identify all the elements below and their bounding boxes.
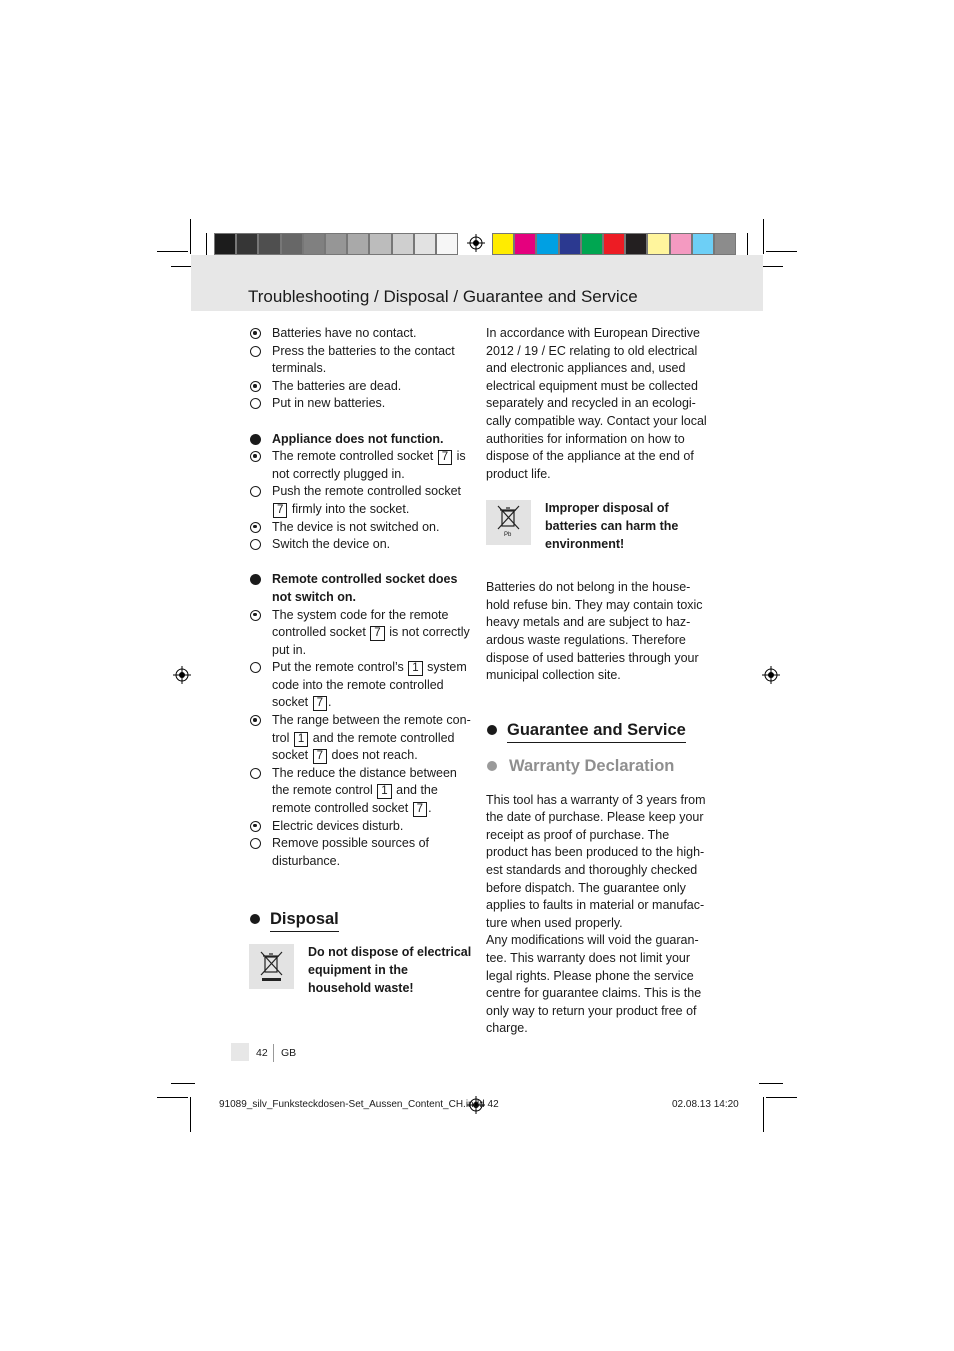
crossed-bin-icon [249, 944, 294, 989]
cause-item: The remote controlled socket 7 is not correctly plugged in. [249, 448, 474, 483]
reference-box: 7 [370, 626, 384, 641]
heading-bullet-icon [487, 725, 497, 735]
guarantee-heading: Guarantee and Service [486, 719, 711, 743]
color-swatch [436, 233, 458, 255]
color-swatch [625, 233, 647, 255]
crop-mark [206, 233, 207, 255]
disposal-warning-text: Do not dispose of electrical equipment in the household waste! [308, 945, 472, 995]
cause-bullet-icon [250, 451, 261, 462]
color-swatch [347, 233, 369, 255]
color-swatch [214, 233, 236, 255]
remedy-item: Push the remote controlled socket 7 firmly into the socket. [249, 483, 474, 518]
problem-bullet-icon [250, 434, 261, 445]
cause-item: Electric devices disturb. [249, 818, 474, 836]
disposal-warning [249, 944, 474, 997]
remedy-bullet-icon [250, 662, 261, 673]
registration-mark-icon [762, 666, 780, 684]
left-column [249, 325, 474, 997]
color-swatch [581, 233, 603, 255]
cause-bullet-icon [250, 715, 261, 726]
color-swatch [692, 233, 714, 255]
footer-divider [273, 1044, 274, 1062]
crop-mark [747, 233, 748, 255]
cause-item: The batteries are dead. [249, 378, 474, 396]
crop-mark [171, 1083, 195, 1084]
remedy-bullet-icon [250, 486, 261, 497]
reference-box: 7 [273, 503, 287, 518]
slug-filename: 91089_silv_Funksteckdosen-Set_Aussen_Content_CH.indd 42 [219, 1099, 499, 1110]
crossed-battery-bin-icon [486, 500, 531, 545]
remedy-item: Press the batteries to the contact terminals. [249, 343, 474, 378]
cause-bullet-icon [250, 328, 261, 339]
directive-paragraph: In accordance with European Directive 2012 / 19 / EC relating to old electrical and electronic appliances and, used electrical equipment must be collected separately and recycled in an ecologi-cally compatible way. Contact your local authorities for information on how to dispose of the appliance at the end of product life. [486, 326, 707, 481]
reference-box: 7 [313, 749, 327, 764]
reference-box: 1 [408, 661, 422, 676]
process-color-bar [492, 233, 736, 255]
color-swatch [492, 233, 514, 255]
crop-mark [759, 1083, 783, 1084]
color-swatch [369, 233, 391, 255]
problem-bullet-icon [250, 574, 261, 585]
cause-bullet-icon [250, 522, 261, 533]
color-swatch [670, 233, 692, 255]
problem-heading: Appliance does not function. [249, 431, 474, 449]
disposal-heading: Disposal [249, 908, 474, 932]
color-swatch [714, 233, 736, 255]
slug-date: 02.08.13 14:20 [672, 1099, 739, 1110]
color-swatch [281, 233, 303, 255]
remedy-bullet-icon [250, 838, 261, 849]
color-swatch [414, 233, 436, 255]
remedy-item: Put in new batteries. [249, 395, 474, 413]
language-code: GB [281, 1047, 297, 1059]
pb-label: Pb [504, 532, 512, 539]
battery-paragraph: Batteries do not belong in the house-hold refuse bin. They may contain toxic heavy metals and are subject to haz-ardous waste regulations. Therefore dispose of used batteries through your municipal collection site. [486, 580, 703, 683]
remedy-item: Switch the device on. [249, 536, 474, 554]
right-column [486, 325, 711, 1038]
cause-bullet-icon [250, 821, 261, 832]
remedy-item: The reduce the distance between the remote control 1 and the remote controlled socket 7 . [249, 765, 474, 818]
crop-mark [766, 1097, 797, 1098]
reference-box: 7 [413, 802, 427, 817]
problem-heading: Remote controlled socket does not switch on. [249, 571, 474, 606]
color-swatch [303, 233, 325, 255]
crop-mark [190, 219, 191, 254]
cause-item: The system code for the remote controlled socket 7 is not correctly put in. [249, 607, 474, 660]
color-swatch [647, 233, 669, 255]
crop-mark [190, 1097, 191, 1132]
grey-color-bar [214, 233, 458, 255]
page-title: Troubleshooting / Disposal / Guarantee and Service [248, 287, 638, 306]
page-number: 42 [256, 1047, 268, 1059]
color-swatch [559, 233, 581, 255]
cause-item: The range between the remote con-trol 1 and the remote controlled socket 7 does not reach. [249, 712, 474, 765]
battery-warning-text: Improper disposal of batteries can harm the environment! [545, 501, 679, 551]
cause-bullet-icon [250, 610, 261, 621]
color-swatch [258, 233, 280, 255]
reference-box: 7 [313, 696, 327, 711]
cause-item: The device is not switched on. [249, 519, 474, 537]
color-swatch [392, 233, 414, 255]
remedy-bullet-icon [250, 539, 261, 550]
crop-mark [157, 1097, 188, 1098]
crop-mark [157, 251, 188, 252]
warranty-paragraph: Any modifications will void the guaran-tee. This warranty does not limit your legal rights. Please phone the service centre for guarantee claims. This is the only way to return your product free of charge. [486, 933, 702, 1036]
cause-bullet-icon [250, 381, 261, 392]
color-swatch [514, 233, 536, 255]
remedy-item: Remove possible sources of disturbance. [249, 835, 474, 870]
reference-box: 1 [377, 784, 391, 799]
reference-box: 7 [438, 450, 452, 465]
heading-bullet-icon [250, 914, 260, 924]
crop-mark [763, 219, 764, 254]
remedy-bullet-icon [250, 768, 261, 779]
reference-box: 1 [294, 732, 308, 747]
warranty-paragraph: This tool has a warranty of 3 years from the date of purchase. Please keep your receipt as proof of purchase. The product has been produced to the high-est standards and thoroughly checked before dispatch. The guarantee only applies to faults in material or manufac-ture when used properly. [486, 792, 706, 930]
warranty-heading: Warranty Declaration [486, 755, 711, 777]
registration-mark-icon [173, 666, 191, 684]
color-swatch [536, 233, 558, 255]
color-swatch [236, 233, 258, 255]
heading-bullet-icon [487, 761, 497, 771]
battery-warning [486, 500, 711, 553]
crop-mark [766, 251, 797, 252]
remedy-bullet-icon [250, 398, 261, 409]
remedy-item: Put the remote control’s 1 system code into the remote controlled socket 7 . [249, 659, 474, 712]
page-marker [231, 1043, 249, 1061]
cause-item: Batteries have no contact. [249, 325, 474, 343]
color-swatch [603, 233, 625, 255]
color-swatch [325, 233, 347, 255]
crop-mark [763, 1097, 764, 1132]
registration-mark-icon [467, 234, 485, 252]
remedy-bullet-icon [250, 346, 261, 357]
